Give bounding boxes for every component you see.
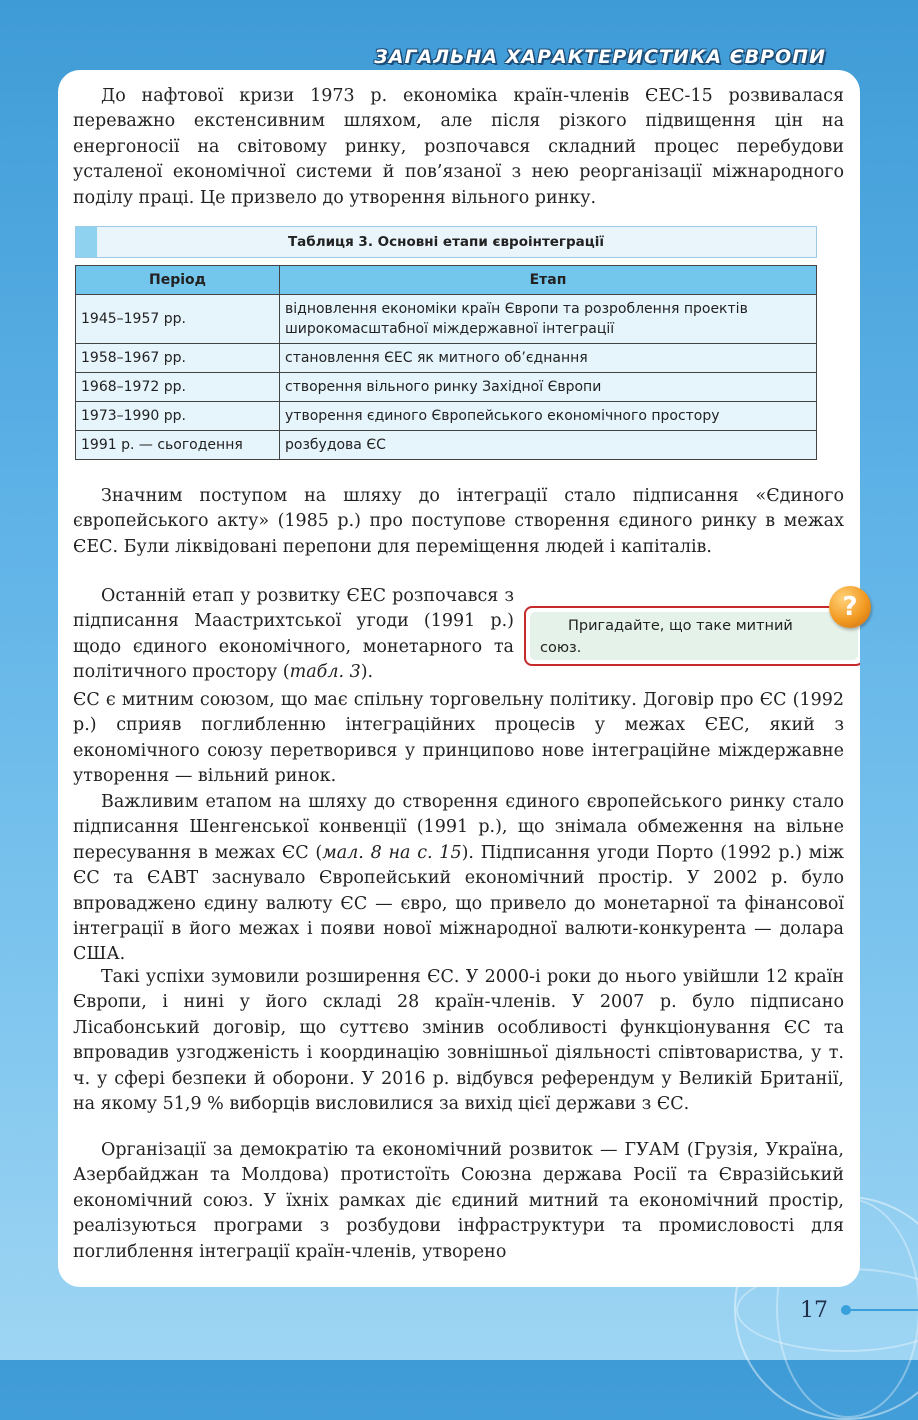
- paragraph-6: Організації за демократію та економічний розвиток — ГУАМ (Грузія, Україна, Азербайджан та Молдова) протистоїть Союзна держава Росії та Євразійський економічний союз. У їхніх рамках діє єдиний митний та економічний простір, реалізуються програми з розбудови інфраструктури та промисловості для поглиблення інтеграції країн-членів, утворено: [73, 1140, 844, 1262]
- table-row: [76, 295, 817, 344]
- chapter-header: ЗАГАЛЬНА ХАРАКТЕРИСТИКА ЄВРОПИ: [374, 46, 826, 68]
- table-header-row: [76, 266, 817, 295]
- page-content: [58, 70, 860, 1287]
- stage-cell: розбудова ЄС: [280, 431, 817, 460]
- eurointegration-table: [75, 265, 817, 460]
- column-header-stage: Етап: [280, 266, 817, 295]
- table-row: [76, 431, 817, 460]
- reminder-callout: [524, 606, 860, 666]
- stage-cell: створення вільного ринку Західної Європи: [280, 373, 817, 402]
- stage-cell: відновлення економіки країн Європи та розроблення проектів широкомасштабної міждержавної інтеграції: [280, 295, 817, 344]
- period-cell: 1991 р. — сьогодення: [76, 431, 280, 460]
- period-cell: 1968–1972 рр.: [76, 373, 280, 402]
- paragraph-1: До нафтової кризи 1973 р. економіка країн-членів ЄЕС-15 розвивалася переважно екстенсивним шляхом, але після різкого підвищення цін на енергоносії на світовому ринку, розпочався складний процес перебудови усталеної економічної системи й пов’язаної з нею реорганізації міжнародного поділу праці. Це призвело до утворення вільного ринку.: [73, 86, 844, 208]
- period-cell: 1958–1967 рр.: [76, 344, 280, 373]
- reminder-text: Пригадайте, що таке митний союз.: [530, 612, 858, 660]
- table-row: [76, 344, 817, 373]
- page-number: 17: [800, 1298, 828, 1323]
- stage-cell: утворення єдиного Європейського економічного простору: [280, 402, 817, 431]
- paragraph-3-text: Останній етап у розвитку ЄЕС розпочався з підписання Маастрихтської угоди (1991 р.) щодо єдиного економічного, монетарного та політичного простору (: [73, 586, 514, 683]
- page-number-line: [846, 1309, 918, 1311]
- question-icon: ?: [829, 586, 871, 628]
- table-caption: [75, 226, 817, 258]
- table-row: [76, 373, 817, 402]
- period-cell: 1945–1957 рр.: [76, 295, 280, 344]
- paragraph-4: [73, 790, 844, 968]
- paragraph-3-end: ).: [360, 662, 374, 683]
- paragraph-4-text: Важливим етапом на шляху до створення єдиного європейського ринку стало підписання Шенгенської конвенції (1991 р.), що знімала обмеження на вільне пересування в межах ЄС (: [73, 792, 844, 863]
- paragraph-3: [73, 584, 514, 686]
- paragraph-2: Значним поступом на шляху до інтеграції стало підписання «Єдиного європейського акту» (1985 р.) про поступове створення єдиного ринку в межах ЄЕС. Були ліквідовані перепони для переміщення людей і капіталів.: [73, 486, 844, 557]
- column-header-period: Період: [76, 266, 280, 295]
- figure-reference: мал. 8 на с. 15: [322, 842, 462, 863]
- stage-cell: становлення ЄЕС як митного об’єднання: [280, 344, 817, 373]
- table-reference: табл. 3: [289, 662, 361, 683]
- period-cell: 1973–1990 рр.: [76, 402, 280, 431]
- table-caption-marker: [76, 227, 97, 257]
- paragraph-4-rest: ). Підписання угоди Порто (1992 р.) між ЄС та ЄАВТ заснувало Європейський економічний простір. У 2002 р. було впроваджено єдину валюту ЄС — євро, що привело до монетарної та фінансової інтеграції в його межах і появи нової міжнародної валюти-конкурента — долара США.: [73, 842, 844, 965]
- paragraph-3-continued: ЄС є митним союзом, що має спільну торговельну політику. Договір про ЄС (1992 р.) сприяв поглибленню інтеграційних процесів у межах ЄЕС, який з економічного союзу перетворився у принципово нове інтеграційне міждержавне утворення — вільний ринок.: [73, 690, 844, 787]
- paragraph-5: Такі успіхи зумовили розширення ЄС. У 2000-і роки до нього увійшли 12 країн Європи, і нині у його складі 28 країн-членів. У 2007 р. було підписано Лісабонський договір, що суттєво змінив особливості функціонування ЄС та впровадив узгодженість і координацію зовнішньої діяльності співтовариства, у т. ч. у сфері безпеки й оборони. У 2016 р. відбувся референдум у Великій Британії, на якому 51,9 % виборців висловилися за вихід цієї держави з ЄС.: [73, 967, 844, 1115]
- table-row: [76, 402, 817, 431]
- table-title: Таблиця 3. Основні етапи євроінтеграції: [287, 234, 605, 250]
